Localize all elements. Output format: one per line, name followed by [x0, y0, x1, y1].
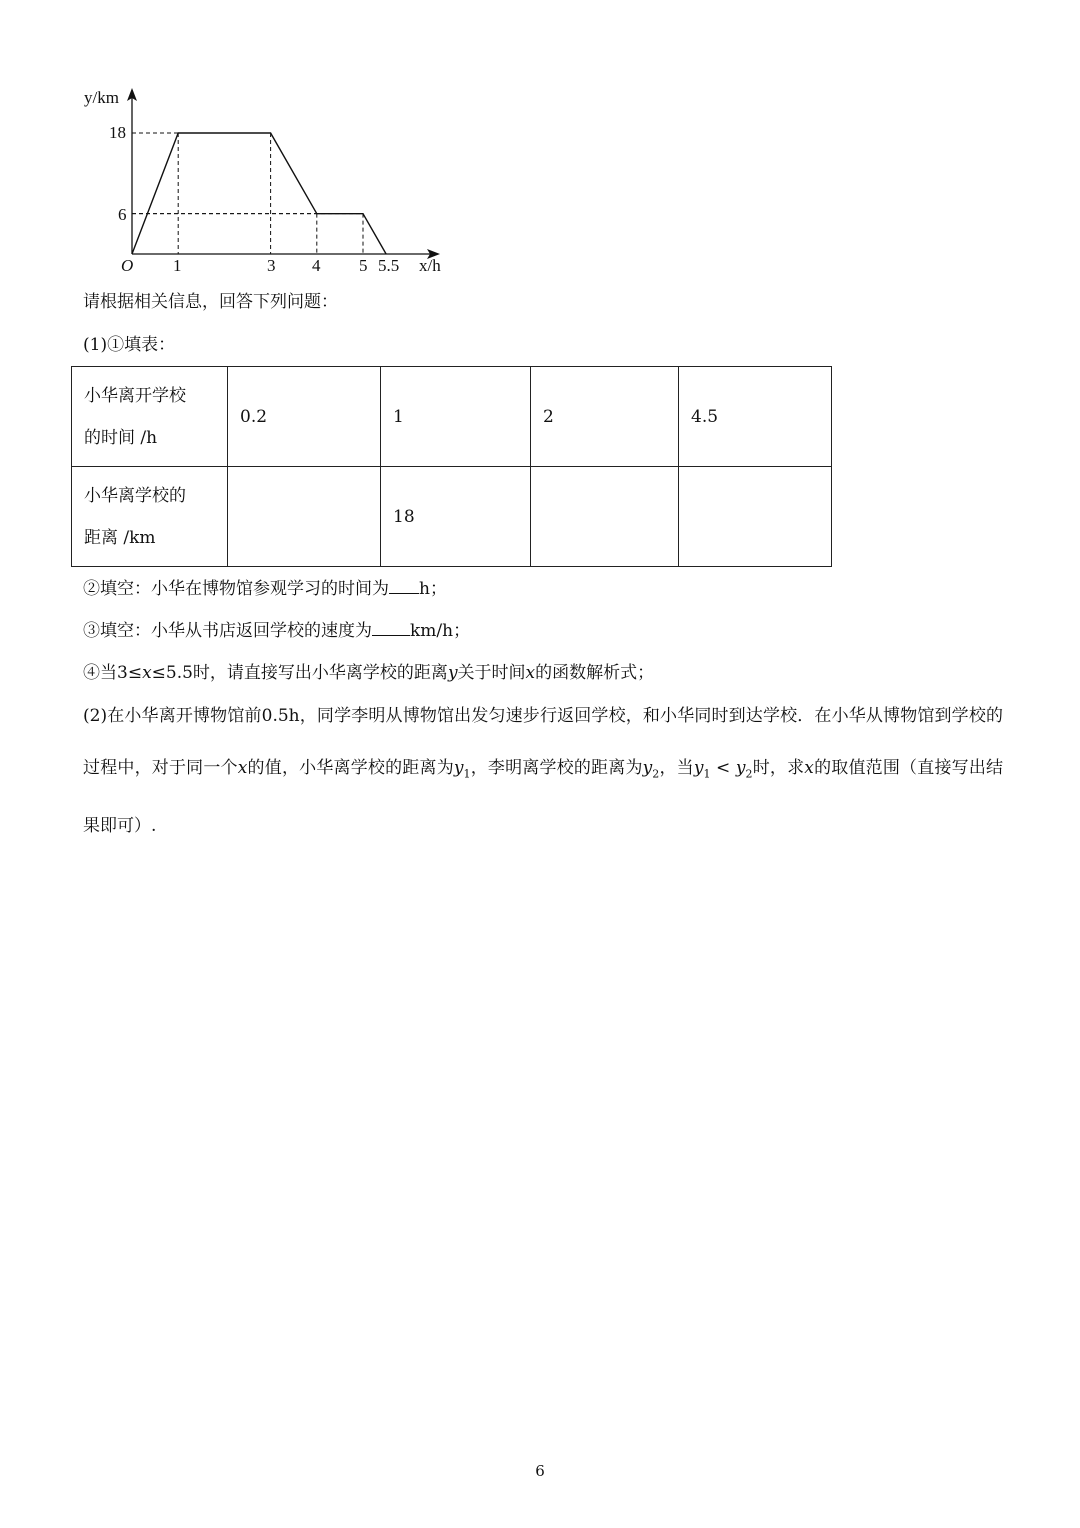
- table-header-cell: [72, 467, 228, 567]
- header-line: 小华离开学校: [84, 385, 186, 406]
- data-line: [132, 133, 386, 254]
- q1-2-text: ②填空：小华在博物馆参观学习的时间为 h；: [83, 579, 447, 599]
- answer-blank: [389, 577, 419, 594]
- y-axis-label: y/km: [84, 88, 119, 107]
- origin-label: O: [121, 256, 134, 275]
- answer-blank: [372, 619, 410, 636]
- distance-time-graph: [78, 84, 458, 280]
- table-row: [72, 467, 832, 567]
- intro-text: 请根据相关信息，回答下列问题：: [83, 292, 338, 312]
- header-line: 的时间 /h: [84, 427, 158, 448]
- x-tick-1: 1: [173, 256, 182, 275]
- y-tick-6: 6: [118, 205, 127, 224]
- table-cell: 0.2: [228, 367, 381, 467]
- fill-in-table: [71, 366, 832, 567]
- q1-4-text: ④当3≤x≤5.5时，请直接写出小华离学校的距离y关于时间x的函数解析式；: [83, 663, 655, 683]
- table-cell: [679, 467, 832, 567]
- table-cell: [228, 467, 381, 567]
- table-cell: 4.5: [679, 367, 832, 467]
- x-tick-5-5: 5.5: [378, 256, 400, 275]
- q1-title: (1)①填表：: [83, 335, 176, 355]
- table-header-cell: [72, 367, 228, 467]
- header-line: 小华离学校的: [84, 485, 186, 506]
- x-tick-3: 3: [267, 256, 276, 275]
- y-tick-18: 18: [109, 123, 126, 142]
- page-number: 6: [535, 1462, 545, 1480]
- q1-3-text: ③填空：小华从书店返回学校的速度为 km/h；: [83, 621, 471, 641]
- x-tick-4: 4: [312, 256, 321, 275]
- table-cell: [531, 467, 679, 567]
- x-tick-5: 5: [359, 256, 368, 275]
- x-axis-label: x/h: [419, 256, 441, 275]
- q2-text: (2)在小华离开博物馆前0.5h，同学李明从博物馆出发匀速步行返回学校，和小华同时到达学校．在小华从博物馆到学校的过程中，对于同一个x的值，小华离学校的距离为$y_1$，李明离学校的距离为$y_2$，当$y_1 < y_2$时，求x的取值范围（直接写出结果即可）.: [83, 706, 1004, 837]
- table-cell: 1: [381, 367, 531, 467]
- table-cell: 18: [381, 467, 531, 567]
- table-cell: 2: [531, 367, 679, 467]
- header-line: 距离 /km: [84, 527, 156, 548]
- table-row: [72, 367, 832, 467]
